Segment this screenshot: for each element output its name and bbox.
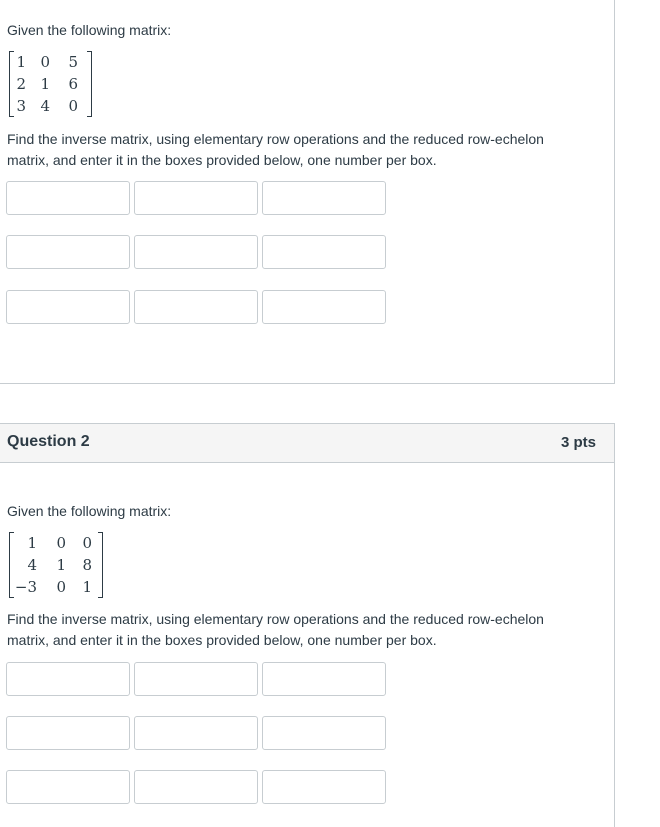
question2-title: Question 2 [7,433,90,450]
question2-answer-r2c1[interactable] [6,716,130,750]
question2-points: 3 pts [560,434,596,451]
matrix-cell: 6 [68,75,78,93]
question1-matrix [9,51,92,117]
question2-answer-r1c2[interactable] [134,662,258,696]
question2-answer-r3c3[interactable] [262,770,386,804]
question1-answer-r3c1[interactable] [6,290,130,324]
matrix-cell: 1 [27,534,37,552]
matrix-cell: 1 [56,556,66,574]
matrix-cell: 4 [27,556,37,574]
question1-answer-r1c1[interactable] [6,181,130,215]
question1-answer-r2c1[interactable] [6,235,130,269]
question1-answer-r2c3[interactable] [262,235,386,269]
matrix-cell: 1 [40,75,50,93]
question1-answer-r1c2[interactable] [134,181,258,215]
question1-answer-r3c2[interactable] [134,290,258,324]
question2-answer-r3c2[interactable] [134,770,258,804]
matrix-right-bracket [87,51,92,117]
matrix-cell: 2 [16,75,26,93]
matrix-cell: 8 [82,556,92,574]
question1-instructions-line2: matrix, and enter it in the boxes provided below, one number per box. [7,152,437,168]
question2-instructions-line2: matrix, and enter it in the boxes provided below, one number per box. [7,632,437,648]
question2-answer-r1c1[interactable] [6,662,130,696]
question2-prompt: Given the following matrix: [7,503,172,519]
question1-answer-r2c2[interactable] [134,235,258,269]
matrix-cell: 1 [82,578,92,596]
matrix-cell: 0 [40,53,50,71]
question2-answer-r2c2[interactable] [134,716,258,750]
question1-card-right-border [614,0,615,384]
matrix-cell: 0 [68,97,78,115]
matrix-cell: 0 [82,534,92,552]
question1-answer-r3c3[interactable] [262,290,386,324]
question1-card-bottom-border [0,383,615,384]
question2-card-right-border [614,423,615,827]
matrix-cell: 3 [16,97,26,115]
matrix-cell: 0 [56,534,66,552]
matrix-cell: 1 [16,53,26,71]
question2-answer-r3c1[interactable] [6,770,130,804]
question2-answer-r1c3[interactable] [262,662,386,696]
matrix-cell: 0 [56,578,66,596]
matrix-cell: 5 [68,53,78,71]
question1-answer-r1c3[interactable] [262,181,386,215]
question1-instructions-line1: Find the inverse matrix, using elementary row operations and the reduced row-echelon [7,131,544,147]
matrix-right-bracket [98,532,103,598]
matrix-cell: −3 [14,578,37,596]
question2-answer-r2c3[interactable] [262,716,386,750]
matrix-cell: 4 [40,97,50,115]
question2-header [0,423,614,463]
question2-matrix [9,532,103,598]
question1-prompt: Given the following matrix: [7,22,172,38]
question2-instructions-line1: Find the inverse matrix, using elementary row operations and the reduced row-echelon [7,611,544,627]
